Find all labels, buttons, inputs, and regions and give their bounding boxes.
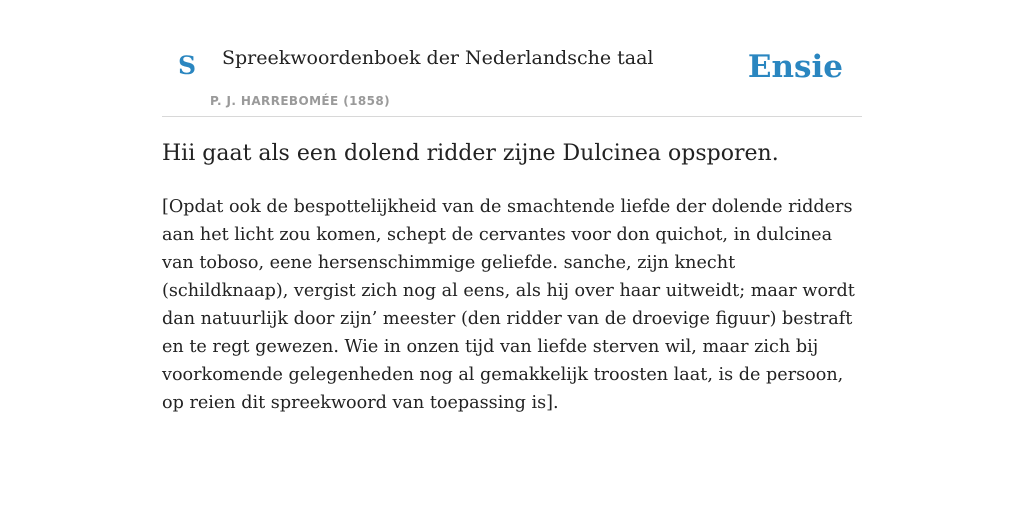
ensie-logo[interactable]: Ensie bbox=[747, 49, 843, 85]
source-letter-icon: S bbox=[178, 51, 197, 80]
source-author: P. J. HARREBOMÉE (1858) bbox=[210, 94, 390, 108]
entry-title: Hii gaat als een dolend ridder zijne Dulcinea opsporen. bbox=[162, 141, 779, 166]
source-title-link[interactable]: Spreekwoordenboek der Nederlandsche taal bbox=[222, 47, 654, 69]
source-header bbox=[162, 36, 862, 117]
entry-body: [Opdat ook de bespottelijkheid van de smachtende liefde der dolende ridders aan het licht zou komen, schept de cervantes voor don quichot, in dulcinea van toboso, eene hersenschimmige geliefde. sanche, zijn knecht (schildknaap), vergist zich nog al eens, als hij over haar uitweidt; maar wordt dan natuurlijk door zijn’ meester (den ridder van de droevige figuur) bestraft en te regt gewezen. Wie in onzen tijd van liefde sterven wil, maar zich bij voorkomende gelegenheden nog al gemakkelijk troosten laat, is de persoon, op reien dit spreekwoord van toepassing is]. bbox=[162, 197, 855, 413]
